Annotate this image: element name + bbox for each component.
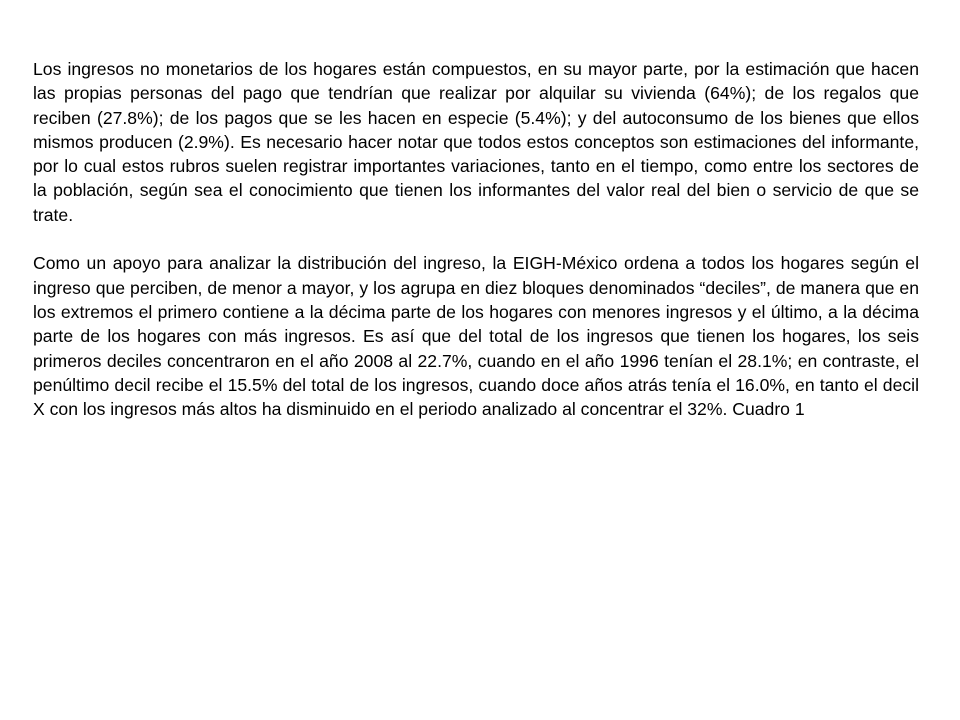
paragraph-income-distribution: Como un apoyo para analizar la distribución del ingreso, la EIGH-México ordena a todos los hogares según el ingreso que perciben, de menor a mayor, y los agrupa en diez bloques denominados “deciles”, de manera que en los extremos el primero contiene a la décima parte de los hogares con menores ingresos y el último, a la décima parte de los hogares con más ingresos. Es así que del total de los ingresos que tienen los hogares, los seis primeros deciles concentraron en el año 2008 al 22.7%, cuando en el año 1996 tenían el 28.1%; en contraste, el penúltimo decil recibe el 15.5% del total de los ingresos, cuando doce años atrás tenía el 16.0%, en tanto el decil X con los ingresos más altos ha disminuido en el periodo analizado al concentrar el 32%. Cuadro 1: [33, 253, 919, 420]
paragraph-non-monetary-income: Los ingresos no monetarios de los hogares están compuestos, en su mayor parte, por la estimación que hacen las propias personas del pago que tendrían que realizar por alquilar su vivienda (64%); de los regalos que reciben (27.8%); de los pagos que se les hacen en especie (5.4%); y del autoconsumo de los bienes que ellos mismos producen (2.9%). Es necesario hacer notar que todos estos conceptos son estimaciones del informante, por lo cual estos rubros suelen registrar importantes variaciones, tanto en el tiempo, como entre los sectores de la población, según sea el conocimiento que tienen los informantes del valor real del bien o servicio de que se trate.: [33, 59, 919, 225]
